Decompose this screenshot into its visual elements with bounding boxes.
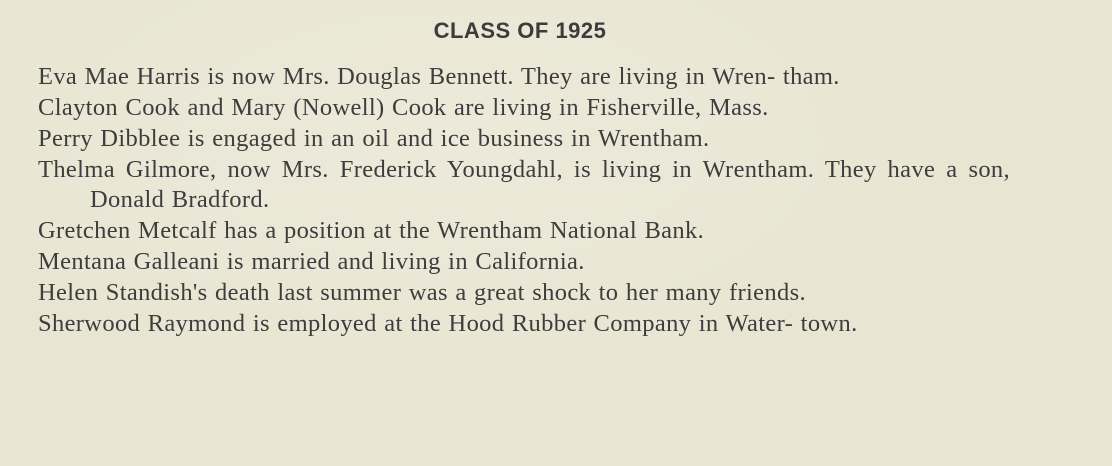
alumni-note: Gretchen Metcalf has a position at the Wrentham National Bank. [38,217,705,244]
alumni-note: Thelma Gilmore, now Mrs. Frederick Youngdahl, is living in Wrentham. They have a son, Donald Bradford. [38,156,1010,213]
alumni-note: Sherwood Raymond is employed at the Hood Rubber Company in Water- town. [38,310,858,337]
section-heading: CLASS OF 1925 [433,18,607,43]
alumni-note: Clayton Cook and Mary (Nowell) Cook are living in Fisherville, Mass. [38,94,769,121]
alumni-note: Eva Mae Harris is now Mrs. Douglas Bennett. They are living in Wren- tham. [38,63,840,90]
alumni-notes-list [38,62,1010,340]
alumni-note: Mentana Galleani is married and living in California. [38,248,585,275]
alumni-note: Perry Dibblee is engaged in an oil and ice business in Wrentham. [38,125,710,152]
alumni-note: Helen Standish's death last summer was a great shock to her many friends. [38,279,806,306]
